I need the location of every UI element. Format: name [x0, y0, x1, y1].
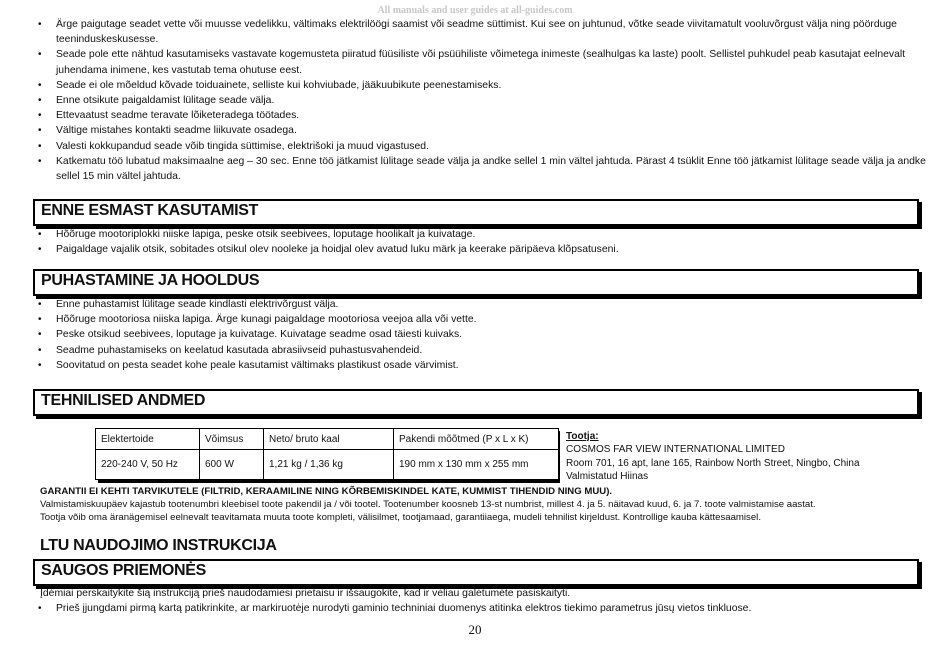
page-number: 20 [468, 622, 482, 637]
table-header-cell: Võimsus [200, 429, 264, 450]
list-item: • Hõõruge mootoriplokki niiske lapiga, peske otsik seebivees, loputage hoolikalt ja kuivatage. [38, 227, 928, 242]
section-heading-specs [33, 389, 919, 416]
section-heading-label: TEHNILISED ANDMED [41, 392, 206, 409]
list-item: • Seadme puhastamiseks on keelatud kasutada abrasiivseid puhastusvahendeid. [38, 343, 928, 358]
list-item: • Ettevaatust seadme teravate lõiketeradega töötades. [38, 108, 928, 123]
section-heading-cleaning [33, 269, 919, 296]
list-item: • Prieš įjungdami pirmą kartą patikrinkite, ar markiruotėje nurodyti gaminio techniniai duomenys atitinka elektros tiekimo parametrus jūsų vietos tinkluose. [38, 601, 928, 616]
table-row [96, 450, 559, 480]
watermark: All manuals and user guides at all-guides.com [377, 5, 573, 16]
lt-intro: Įdėmiai perskaitykite šią instrukciją prieš naudodamiesi prietaisu ir išsaugokite, kad ir vėliau galėtumėte pasiskaityti. [40, 588, 571, 599]
list-item: • Enne puhastamist lülitage seade kindlasti elektrivõrgust välja. [38, 297, 928, 312]
table-header-cell: Elektertoide [96, 429, 200, 450]
table-cell: 220-240 V, 50 Hz [96, 450, 200, 480]
manufacturer-line: COSMOS FAR VIEW INTERNATIONAL LIMITED [566, 444, 785, 456]
list-item: • Soovitatud on pesta seadet kohe peale kasutamist vältimaks plastikust osade värvimist. [38, 358, 928, 373]
table-cell: 600 W [200, 450, 264, 480]
section-heading-label: PUHASTAMINE JA HOOLDUS [41, 272, 260, 289]
section-heading-label: ENNE ESMAST KASUTAMIST [41, 202, 259, 219]
list-item: • Valesti kokkupandud seade võib tingida süttimise, elektrišoki ja muud vigastused. [38, 139, 928, 154]
list-item: • Paigaldage vajalik otsik, sobitades otsikul olev nooleke ja hoidjal olev avatud luku märk ja keerake päripäeva klõpsatuseni. [38, 242, 928, 257]
manufacturer-block [566, 430, 860, 484]
manufacturer-line: Room 701, 16 apt, lane 165, Rainbow North Street, Ningbo, China [566, 457, 860, 469]
table-cell: 190 mm x 130 mm x 255 mm [394, 450, 559, 480]
first-use-list [38, 227, 928, 257]
list-item: • Seade pole ette nähtud kasutamiseks vastavate kogemusteta piiratud füüsiliste või psüühiliste võimetega inimeste (sealhulgas ka laste) poolt. Sellistel puhkudel peab kasutajat eelnevalt juhendama inimene, kes vastutab tema ohutuse eest. [38, 47, 928, 77]
list-item: • Vältige mistahes kontakti seadme liikuvate osadega. [38, 123, 928, 138]
section-heading-label: SAUGOS PRIEMONĖS [41, 562, 207, 579]
cleaning-list [38, 297, 928, 373]
list-item: • Ärge paigutage seadet vette või muusse vedelikku, vältimaks elektrilöögi saamist või seadme süttimist. Kui see on juhtunud, võtke seade viivitamatult vooluvõrgust välja ning pöörduge teeninduskeskusesse. [38, 17, 928, 47]
list-item: • Katkematu töö lubatud maksimaalne aeg – 30 sec. Enne töö jätkamist lülitage seade välja ja andke sellel 1 min vältel jahtuda. Pärast 4 tsüklit Enne töö jätkamist lülitage seade välja ja andke sellel 15 min vältel jahtuda. [38, 154, 928, 184]
warranty-line: Valmistamiskuupäev kajastub tootenumbri kleebisel toote pakendil ja / või tootel. Tootenumber koosneb 13-st numbrist, millest 4. ja 5. näitavad kuud, 6. ja 7. toote valmistamise aastat. [40, 499, 816, 510]
warranty-notice: GARANTII EI KEHTI TARVIKUTELE (FILTRID, KERAAMILINE NING KÕRBEMISKINDEL KATE, KUMMIST TIHENDID NING MUU). [40, 486, 613, 497]
warranty-line: Tootja võib oma äranägemisel eelnevalt teavitamata muuta toote kompleti, välisilmet, tootjamaad, garantiiaega, mudeli tehnilist kirjeldust. Kontrollige kauba kättesaamisel. [40, 512, 761, 523]
section-heading-first-use [33, 199, 919, 226]
list-item: • Peske otsikud seebivees, loputage ja kuivatage. Kuivatage seadme osad täiesti kuivaks. [38, 327, 928, 342]
list-item: • Enne otsikute paigaldamist lülitage seade välja. [38, 93, 928, 108]
table-header-cell: Pakendi mõõtmed (P x L x K) [394, 429, 559, 450]
list-item: • Seade ei ole mõeldud kõvade toiduainete, selliste kui kohviubade, jääkuubikute peenestamiseks. [38, 78, 928, 93]
specs-table-wrap [95, 428, 559, 480]
manufacturer-label: Tootja: [566, 431, 599, 442]
manufacturer-line: Valmistatud Hiinas [566, 471, 649, 483]
table-header-cell: Neto/ bruto kaal [264, 429, 394, 450]
table-cell: 1,21 kg / 1,36 kg [264, 450, 394, 480]
safety-list [38, 17, 928, 184]
list-item: • Hõõruge mootoriosa niiska lapiga. Ärge kunagi paigaldage mootoriosa veejoa alla või vette. [38, 312, 928, 327]
specs-table [95, 428, 559, 480]
lt-safety-list [38, 601, 928, 616]
section-heading-lt-safety [33, 559, 919, 586]
lt-title: LTU NAUDOJIMO INSTRUKCIJA [40, 537, 277, 554]
table-header-row [96, 429, 559, 450]
